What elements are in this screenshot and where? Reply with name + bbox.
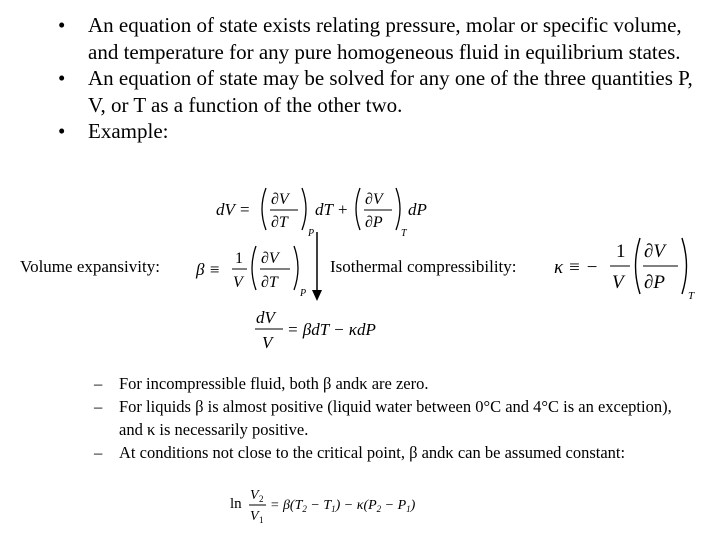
eq-rhs-b: − T — [306, 498, 332, 513]
eq-lhs: β ≡ — [196, 260, 221, 279]
eq-sub-t2: 2 — [302, 504, 307, 514]
dash-symbol: – — [94, 443, 103, 462]
eq-rhs-a: = β(T — [270, 498, 303, 513]
eq-den-2: ∂P — [644, 272, 665, 293]
right-paren — [682, 238, 687, 294]
equation-dv-over-v — [254, 304, 404, 354]
sub-bullet-text: At conditions not close to the critical point, β andκ can be assumed constant: — [119, 443, 626, 462]
eq-rhs: = βdT − κdP — [287, 320, 376, 339]
eq-sub-p1: 1 — [406, 504, 411, 514]
eq-num-1: 1 — [235, 250, 243, 267]
eq-num-sub: 2 — [259, 494, 264, 504]
bullet-example — [58, 118, 698, 145]
equation-log-ratio — [228, 484, 438, 528]
eq-den-sub: 1 — [259, 515, 264, 525]
eq-lhs: dV = — [216, 200, 251, 219]
equation-total-differential — [214, 180, 434, 238]
eq-num-1: ∂V — [271, 191, 289, 208]
left-paren — [636, 238, 641, 294]
eq-num: V — [250, 488, 259, 503]
bullet-eos-definition — [58, 12, 698, 65]
eq-sub-2: T — [401, 228, 407, 238]
bullet-symbol: • — [58, 66, 66, 90]
eq-den-2: ∂P — [365, 214, 383, 231]
dash-symbol: – — [94, 397, 103, 416]
eq-rhs-c: ) − κ(P — [335, 498, 377, 513]
right-paren — [302, 188, 306, 230]
left-paren — [356, 188, 360, 230]
eq-num-2: ∂V — [644, 241, 665, 262]
eq-lhs: κ ≡ − — [554, 257, 599, 278]
eq-ln: ln — [230, 496, 242, 512]
main-bullet-list — [58, 12, 698, 145]
eq-den: V — [250, 509, 259, 524]
sub-bullet-text: For liquids β is almost positive (liquid water between 0°C and 4°C is an exception), and κ is necessarily positive. — [119, 397, 672, 439]
sub-bullet-incompressible — [94, 372, 684, 395]
sub-bullet-liquids — [94, 395, 684, 441]
eq-num-2: ∂V — [365, 191, 383, 208]
eq-sub-p2: 2 — [376, 504, 382, 514]
eq-num: dV — [256, 308, 275, 327]
eq-sub-t1: 1 — [331, 504, 336, 514]
label-isothermal-compressibility: Isothermal compressibility: — [330, 257, 517, 276]
bullet-text: Example: — [88, 119, 169, 143]
right-paren — [294, 246, 298, 290]
left-paren — [262, 188, 266, 230]
sub-bullet-list — [94, 372, 684, 464]
eq-den-1: V — [612, 272, 624, 293]
right-paren — [396, 188, 400, 230]
bullet-symbol: • — [58, 119, 66, 143]
bullet-eos-solvable — [58, 65, 698, 118]
eq-rhs-d: − P — [381, 498, 407, 513]
label-volume-expansivity: Volume expansivity: — [20, 257, 160, 276]
eq-num-2: ∂V — [261, 250, 279, 267]
eq-mid: dT + — [315, 200, 349, 219]
eq-end: dP — [408, 200, 427, 219]
equation-beta-definition — [194, 238, 324, 298]
eq-sub: P — [300, 288, 307, 298]
bullet-text: An equation of state exists relating pressure, molar or specific volume, and temperature for any pure homogeneous fluid in equilibrium states. — [88, 13, 682, 64]
sub-bullet-text: For incompressible fluid, both β andκ are zero. — [119, 374, 429, 393]
eq-rhs — [270, 498, 416, 514]
left-paren — [252, 246, 256, 290]
eq-den-1: ∂T — [271, 214, 288, 231]
equation-kappa-definition — [552, 232, 702, 302]
sub-bullet-constant — [94, 441, 684, 464]
eq-den-1: V — [233, 274, 243, 291]
eq-sub-1: P — [308, 228, 315, 238]
eq-rhs-e: ) — [410, 498, 416, 513]
eq-den: V — [262, 333, 273, 352]
dash-symbol: – — [94, 374, 103, 393]
eq-sub: T — [688, 290, 695, 302]
eq-num-1: 1 — [616, 241, 626, 262]
bullet-text: An equation of state may be solved for any one of the three quantities P, V, or T as a function of the other two. — [88, 66, 693, 117]
bullet-symbol: • — [58, 13, 66, 37]
eq-den-2: ∂T — [261, 274, 278, 291]
